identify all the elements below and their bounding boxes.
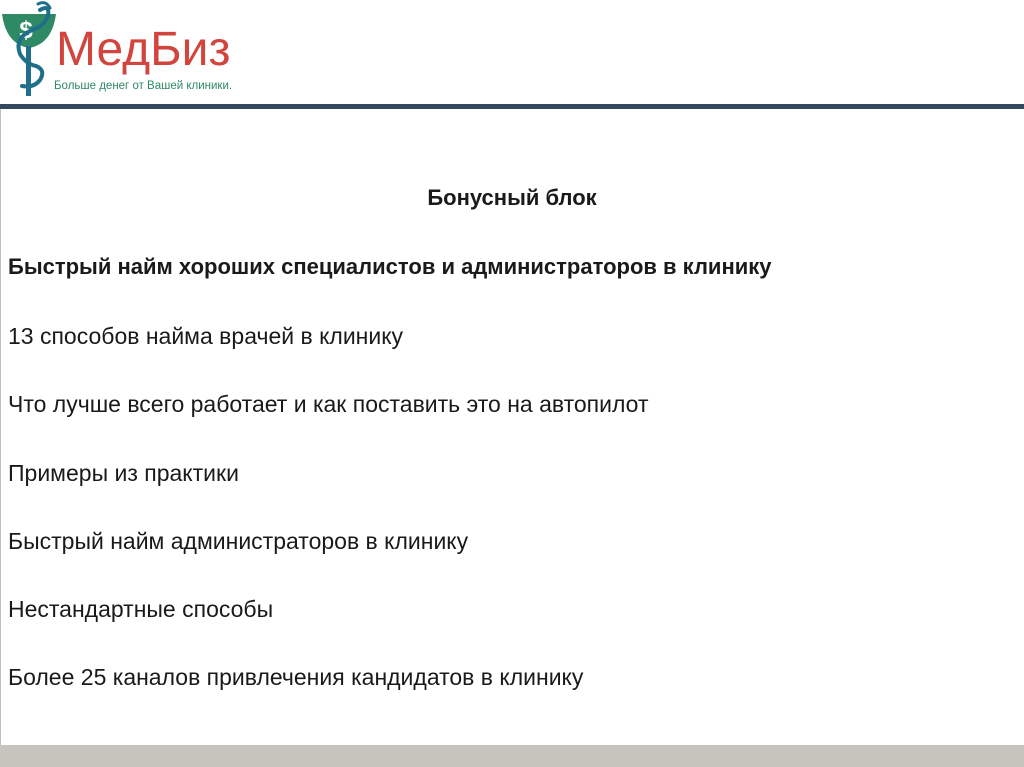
content-line: Нестандартные способы (8, 596, 274, 622)
block-title: Бонусный блок (427, 185, 597, 210)
content-line-heading: Быстрый найм хороших специалистов и администраторов в клинику (8, 254, 772, 279)
content-line: 13 способов найма врачей в клинику (8, 323, 404, 349)
slide-footer-band (0, 745, 1024, 767)
content-line: Примеры из практики (8, 460, 239, 486)
caduceus-bowl-dollar-icon (0, 0, 60, 100)
content-line: Более 25 каналов привлечения кандидатов в клинику (8, 664, 584, 690)
header-divider (0, 104, 1024, 109)
brand-tagline: Больше денег от Вашей клиники. (54, 80, 233, 92)
brand-name: МедБиз (56, 23, 231, 76)
slide-header (0, 0, 1024, 106)
content-line: Что лучше всего работает и как поставить это на автопилот (8, 391, 649, 417)
svg-text:$: $ (19, 17, 33, 44)
content-line: Быстрый найм администраторов в клинику (8, 528, 469, 554)
